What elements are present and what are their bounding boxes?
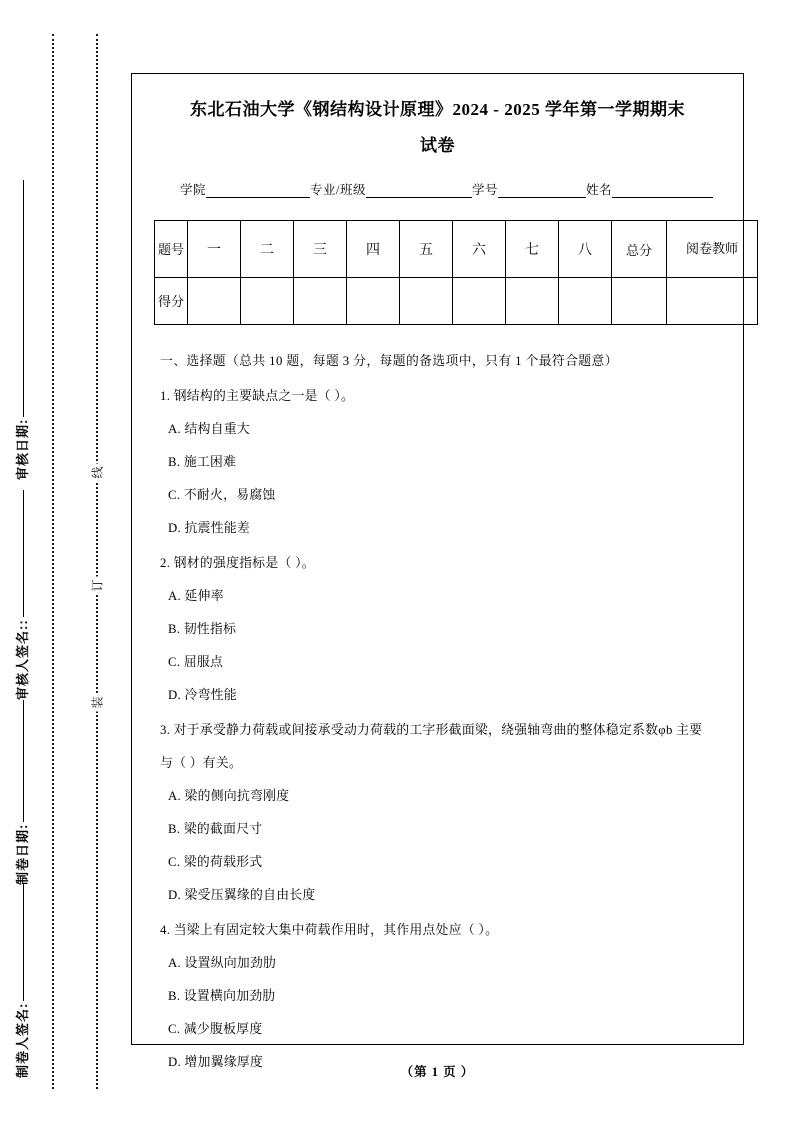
score-cell-5[interactable] [400, 278, 453, 325]
question-3-option-b[interactable]: B. 梁的截面尺寸 [168, 822, 263, 836]
margin-label-rule [23, 700, 24, 822]
question-2-option-b[interactable]: B. 韧性指标 [168, 622, 237, 636]
margin-label-text: 审核日期: [15, 418, 30, 480]
question-2-option-a[interactable]: A. 延伸率 [168, 589, 224, 603]
binding-margin [0, 0, 130, 1122]
table-row-scores [155, 278, 758, 325]
total-score-cell[interactable] [612, 278, 667, 325]
question-number-cell-4: 四 [347, 221, 400, 278]
college-field[interactable] [206, 184, 310, 198]
question-number-cell-6: 六 [453, 221, 506, 278]
question-number-cell-1: 一 [188, 221, 241, 278]
question-4-option-d[interactable]: D. 增加翼缘厚度 [168, 1055, 264, 1069]
question-3-option-d[interactable]: D. 梁受压翼缘的自由长度 [168, 888, 316, 902]
student-name-field[interactable] [612, 184, 713, 198]
question-3-option-c[interactable]: C. 梁的荷载形式 [168, 855, 263, 869]
section-heading: 一、选择题（总共 10 题，每题 3 分，每题的备选项中，只有 1 个最符合题意） [160, 354, 618, 368]
score-cell-4[interactable] [347, 278, 400, 325]
table-row-question-numbers [155, 221, 758, 278]
student-id-label: 学号 [472, 183, 499, 197]
margin-label-reviewer-signature [12, 490, 31, 700]
dotted-rail-outer [52, 34, 54, 1089]
binding-mark-line: 线 [85, 464, 110, 482]
college-label: 学院 [180, 183, 207, 197]
question-3-option-a[interactable]: A. 梁的侧向抗弯刚度 [168, 789, 290, 803]
question-1-option-a[interactable]: A. 结构自重大 [168, 422, 251, 436]
margin-label-review-date [12, 180, 31, 480]
question-1-option-b[interactable]: B. 施工困难 [168, 455, 237, 469]
total-score-header: 总分 [612, 221, 667, 278]
page-title-line-2: 试卷 [420, 136, 455, 155]
binding-mark-assemble: 装 [85, 694, 110, 712]
margin-label-text: 制卷日期: [15, 823, 30, 885]
grader-cell[interactable] [667, 278, 758, 325]
questions-body [160, 345, 715, 1079]
question-number-cell-3: 三 [294, 221, 347, 278]
margin-label-composer-signature [12, 883, 31, 1078]
exam-paper-frame [131, 73, 744, 1069]
student-name-label: 姓名 [586, 183, 613, 197]
question-4-option-b[interactable]: B. 设置横向加劲肋 [168, 989, 276, 1003]
score-cell-2[interactable] [241, 278, 294, 325]
question-2-option-d[interactable]: D. 冷弯性能 [168, 688, 237, 702]
score-cell-3[interactable] [294, 278, 347, 325]
question-1-option-d[interactable]: D. 抗震性能差 [168, 521, 251, 535]
question-number-cell-8: 八 [559, 221, 612, 278]
question-number-cell-7: 七 [506, 221, 559, 278]
margin-label-rule [23, 490, 24, 617]
score-table [154, 220, 758, 325]
margin-label-text: 审核人签名:: [15, 619, 30, 700]
student-id-field[interactable] [498, 184, 586, 198]
page-title-line-1: 东北石油大学《钢结构设计原理》2024 - 2025 学年第一学期期末 [190, 100, 685, 119]
grader-header: 阅卷教师 [667, 221, 758, 278]
row-header-question-number: 题号 [155, 221, 188, 278]
binding-mark-bind: 订 [85, 577, 110, 595]
page-title [154, 92, 721, 164]
question-stem-4: 4. 当梁上有固定较大集中荷载作用时，其作用点处应（ ）。 [160, 923, 499, 937]
question-stem-2: 2. 钢材的强度指标是（ ）。 [160, 556, 315, 570]
margin-label-rule [23, 883, 24, 1001]
margin-label-compose-date [12, 700, 31, 885]
question-stem-1: 1. 钢结构的主要缺点之一是（ ）。 [160, 389, 355, 403]
question-stem-3: 3. 对于承受静力荷载或间接承受动力荷载的工字形截面梁，绕强轴弯曲的整体稳定系数φb 主要与（ ）有关。 [160, 723, 703, 770]
row-header-score: 得分 [155, 278, 188, 325]
major-class-field[interactable] [366, 184, 472, 198]
score-cell-6[interactable] [453, 278, 506, 325]
question-4-option-a[interactable]: A. 设置纵向加劲肋 [168, 956, 277, 970]
question-number-cell-5: 五 [400, 221, 453, 278]
question-2-option-c[interactable]: C. 屈服点 [168, 655, 224, 669]
score-cell-7[interactable] [506, 278, 559, 325]
score-cell-8[interactable] [559, 278, 612, 325]
page-number-footer: （第 1 页 ） [400, 1065, 475, 1079]
margin-label-text: 制卷人签名: [15, 1002, 30, 1078]
question-number-cell-2: 二 [241, 221, 294, 278]
question-1-option-c[interactable]: C. 不耐火，易腐蚀 [168, 488, 276, 502]
score-cell-1[interactable] [188, 278, 241, 325]
student-info-line [180, 180, 713, 198]
major-class-label: 专业/班级 [310, 183, 366, 197]
dotted-rail-inner [96, 34, 98, 1089]
margin-label-rule [23, 180, 24, 417]
question-4-option-c[interactable]: C. 减少腹板厚度 [168, 1022, 263, 1036]
